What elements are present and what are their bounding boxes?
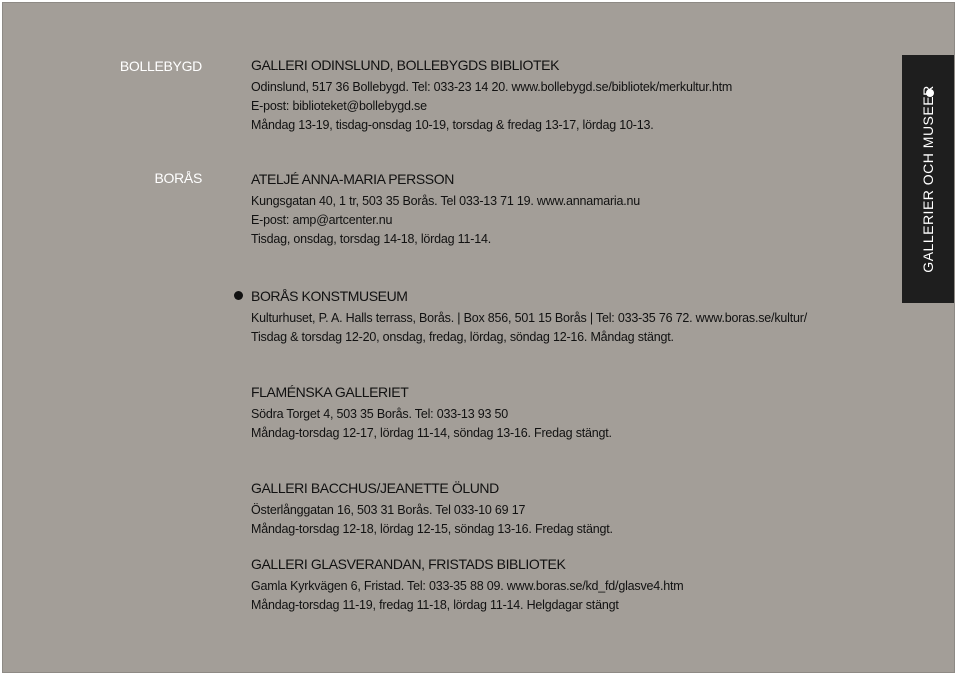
entry-title: GALLERI ODINSLUND, BOLLEBYGDS BIBLIOTEK [251, 57, 560, 73]
entry-galleri-glasverandan [251, 555, 871, 615]
entry-address: Kungsgatan 40, 1 tr, 503 35 Borås. Tel 033-13 71 19. www.annamaria.nu [251, 194, 641, 208]
bullet-icon [234, 291, 243, 300]
entry-hours: Måndag 13-19, tisdag-onsdag 10-19, torsdag & fredag 13-17, lördag 10-13. [251, 118, 654, 132]
entry-title: GALLERI BACCHUS/JEANETTE ÖLUND [251, 480, 499, 496]
entry-email: E-post: biblioteket@bollebygd.se [251, 99, 427, 113]
entry-title: GALLERI GLASVERANDAN, FRISTADS BIBLIOTEK [251, 556, 566, 572]
entry-address: Österlånggatan 16, 503 31 Borås. Tel 033-10 69 17 [251, 503, 526, 517]
entry-flamenska-galleriet [251, 383, 871, 443]
city-label-bollebygd: BOLLEBYGD [119, 58, 202, 74]
section-side-tab [902, 55, 954, 303]
entry-title: BORÅS KONSTMUSEUM [251, 288, 408, 304]
entry-hours: Måndag-torsdag 12-17, lördag 11-14, söndag 13-16. Fredag stängt. [251, 426, 612, 440]
entry-email: E-post: amp@artcenter.nu [251, 213, 393, 227]
document-page [2, 2, 955, 673]
entry-address: Kulturhuset, P. A. Halls terrass, Borås. | Box 856, 501 15 Borås | Tel: 033-35 76 72. www.boras.se/kultur/ [251, 311, 807, 325]
section-label: GALLERIER OCH MUSEER [920, 85, 936, 273]
entry-hours: Måndag-torsdag 11-19, fredag 11-18, lördag 11-14. Helgdagar stängt [251, 598, 619, 612]
entry-galleri-bacchus [251, 479, 871, 539]
entry-hours: Måndag-torsdag 12-18, lördag 12-15, söndag 13-16. Fredag stängt. [251, 522, 613, 536]
entry-atelje-anna-maria [251, 170, 871, 249]
entry-address: Gamla Kyrkvägen 6, Fristad. Tel: 033-35 88 09. www.boras.se/kd_fd/glasve4.htm [251, 579, 684, 593]
entry-title: FLAMÉNSKA GALLERIET [251, 384, 409, 400]
entry-hours: Tisdag & torsdag 12-20, onsdag, fredag, lördag, söndag 12-16. Måndag stängt. [251, 330, 674, 344]
entry-boras-konstmuseum [251, 287, 871, 347]
entry-galleri-odinslund [251, 56, 871, 135]
entry-address: Södra Torget 4, 503 35 Borås. Tel: 033-13 93 50 [251, 407, 508, 421]
city-label-boras: BORÅS [154, 170, 202, 186]
entry-title: ATELJÉ ANNA-MARIA PERSSON [251, 171, 454, 187]
entry-address: Odinslund, 517 36 Bollebygd. Tel: 033-23 14 20. www.bollebygd.se/bibliotek/merkultur.htm [251, 80, 733, 94]
entry-hours: Tisdag, onsdag, torsdag 14-18, lördag 11-14. [251, 232, 491, 246]
